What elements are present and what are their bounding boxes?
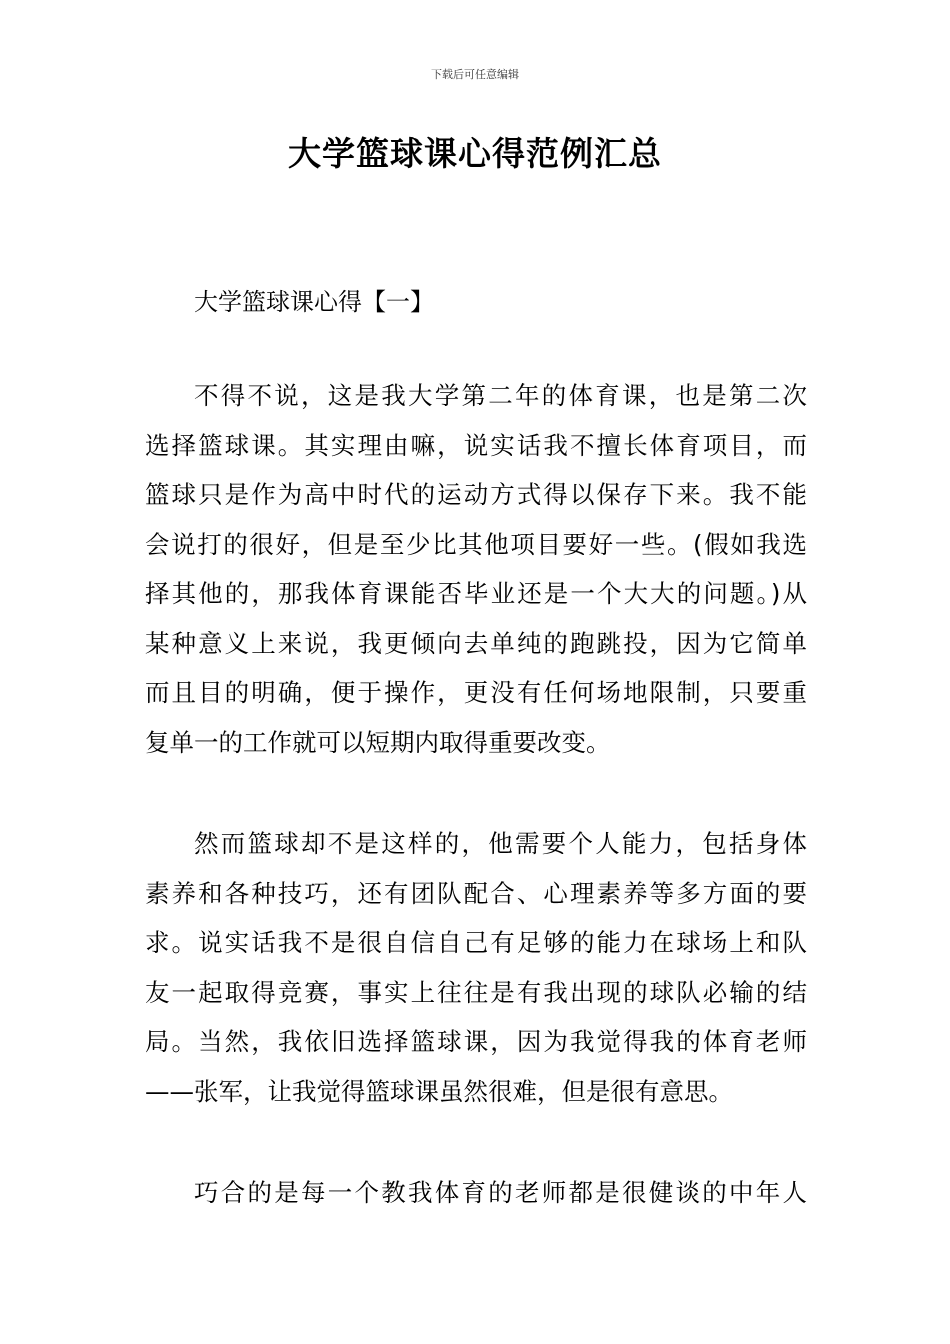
paragraph-line: 会说打的很好，但是至少比其他项目要好一些。(假如我选 [145,529,807,559]
paragraph-line: 不得不说，这是我大学第二年的体育课，也是第二次 [194,381,807,410]
paragraph-line: 友一起取得竞赛，事实上往往是有我出现的球队必输的结 [145,977,807,1007]
section-heading: 大学篮球课心得【一】 [194,288,434,316]
paragraph-1 [145,371,807,767]
paragraph-line: 复单一的工作就可以短期内取得重要改变。 [145,727,611,757]
header-note: 下载后可任意编辑 [431,68,519,81]
paragraph-line: 而且目的明确，便于操作，更没有任何场地限制，只要重 [145,678,807,707]
paragraph-line: 巧合的是每一个教我体育的老师都是很健谈的中年人 [194,1178,807,1207]
paragraph-2 [145,819,807,1116]
paragraph-line: 然而篮球却不是这样的，他需要个人能力，包括身体 [194,829,807,858]
paragraph-line: 篮球只是作为高中时代的运动方式得以保存下来。我不能 [145,480,807,509]
paragraph-3 [145,1168,807,1218]
paragraph-line: 择其他的，那我体育课能否毕业还是一个大大的问题。)从 [145,579,807,608]
paragraph-line: 某种意义上来说，我更倾向去单纯的跑跳投，因为它简单 [145,628,807,658]
paragraph-line: 求。说实话我不是很自信自己有足够的能力在球场上和队 [145,928,807,957]
paragraph-line: 局。当然，我依旧选择篮球课，因为我觉得我的体育老师 [145,1027,807,1056]
paragraph-line: 选择篮球课。其实理由嘛，说实话我不擅长体育项目，而 [145,430,807,460]
document-title: 大学篮球课心得范例汇总 [288,134,662,173]
paragraph-line: 素养和各种技巧，还有团队配合、心理素养等多方面的要 [145,878,807,908]
paragraph-line: ——张军，让我觉得篮球课虽然很难，但是很有意思。 [145,1076,733,1106]
